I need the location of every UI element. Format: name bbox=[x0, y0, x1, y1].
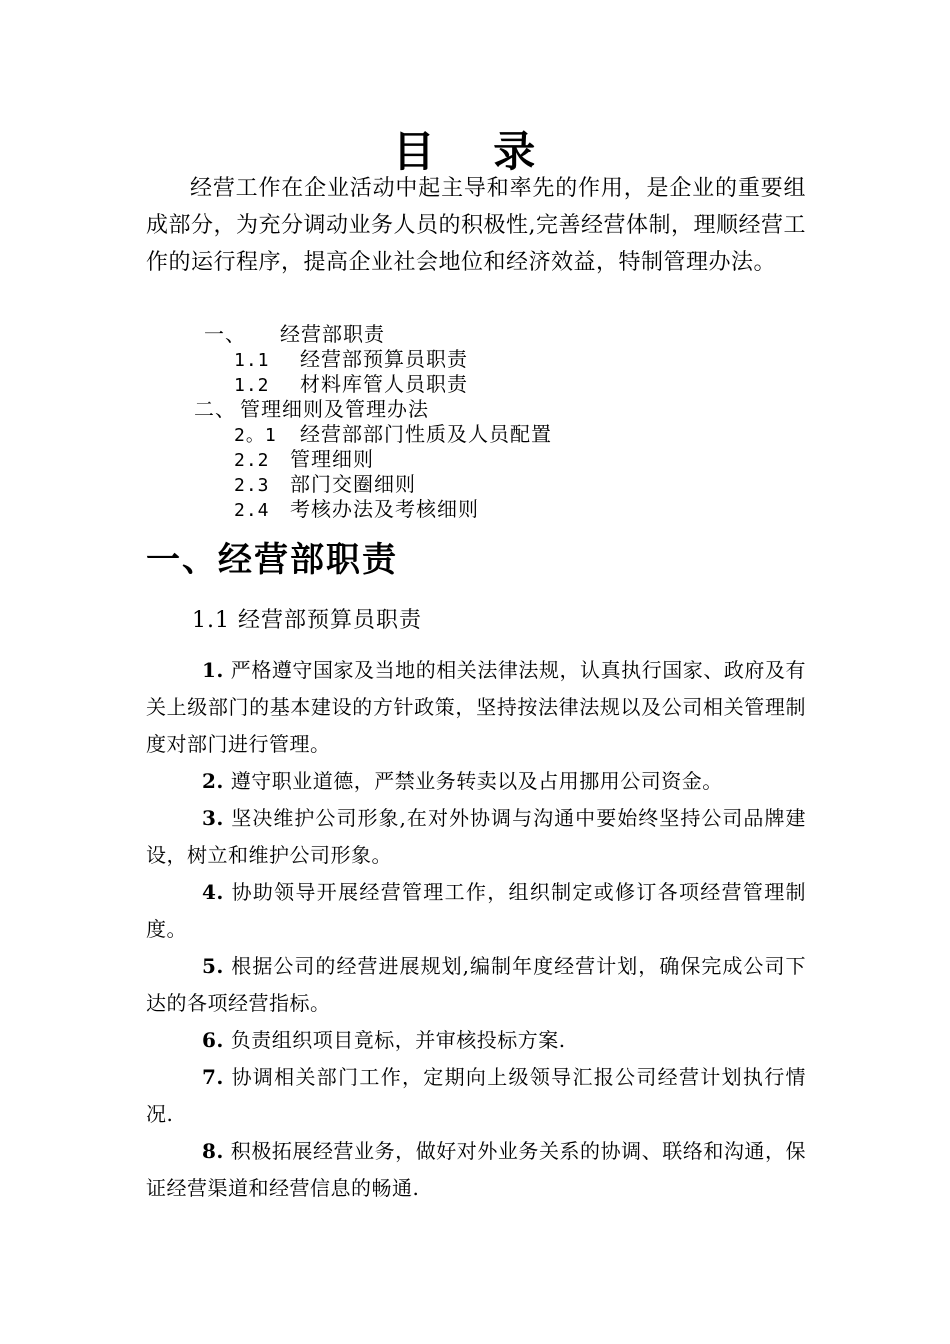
toc-item-number: 2.4 bbox=[234, 500, 270, 521]
duty-item bbox=[146, 800, 806, 874]
toc-item-number: 2。1 bbox=[234, 425, 277, 446]
toc-item-number: 二、 bbox=[194, 397, 236, 421]
toc-item-label: 经营部预算员职责 bbox=[300, 347, 468, 371]
duty-item bbox=[146, 1022, 806, 1059]
toc-item-5[interactable] bbox=[234, 422, 552, 448]
duty-number: 4. bbox=[202, 880, 224, 904]
duty-text: 严格遵守国家及当地的相关法律法规，认真执行国家、政府及有关上级部门的基本建设的方针政策，坚持按法律法规以及公司相关管理制度对部门进行管理。 bbox=[146, 658, 807, 756]
toc-item-6[interactable] bbox=[234, 447, 374, 473]
toc-item-label: 经营部职责 bbox=[280, 322, 385, 346]
toc-item-1[interactable] bbox=[204, 322, 385, 347]
toc-item-label: 经营部部门性质及人员配置 bbox=[300, 422, 552, 446]
toc-item-label: 材料库管人员职责 bbox=[300, 372, 468, 396]
duty-item bbox=[146, 763, 806, 800]
toc-item-3[interactable] bbox=[234, 372, 468, 398]
duty-item bbox=[146, 874, 806, 948]
duty-number: 6. bbox=[202, 1028, 224, 1052]
subsection-heading: 1.1 经营部预算员职责 bbox=[192, 608, 422, 633]
toc-item-7[interactable] bbox=[234, 472, 416, 498]
duty-number: 2. bbox=[202, 769, 224, 793]
toc-item-number: 1.2 bbox=[234, 375, 270, 396]
duty-text: 坚决维护公司形象,在对外协调与沟通中要始终坚持公司品牌建设，树立和维护公司形象。 bbox=[146, 806, 806, 867]
duty-item bbox=[146, 948, 806, 1022]
toc-item-label: 管理细则 bbox=[290, 447, 374, 471]
intro-paragraph: 经营工作在企业活动中起主导和率先的作用，是企业的重要组成部分，为充分调动业务人员的积极性,完善经营体制，理顺经营工作的运行程序，提高企业社会地位和经济效益，特制管理办法。 bbox=[146, 176, 806, 275]
duty-number: 1. bbox=[202, 658, 224, 682]
duty-text: 负责组织项目竟标，并审核投标方案. bbox=[230, 1028, 566, 1052]
toc-item-number: 1.1 bbox=[234, 350, 270, 371]
toc-item-8[interactable] bbox=[234, 497, 479, 523]
duty-text: 协助领导开展经营管理工作，组织制定或修订各项经营管理制度。 bbox=[146, 880, 807, 941]
toc-item-number: 2.2 bbox=[234, 450, 270, 471]
duty-number: 3. bbox=[202, 806, 224, 830]
duty-item bbox=[146, 1133, 806, 1207]
toc-item-number: 2.3 bbox=[234, 475, 270, 496]
duty-text: 积极拓展经营业务，做好对外业务关系的协调、联络和沟通，保证经营渠道和经营信息的畅通. bbox=[146, 1139, 807, 1200]
toc-item-label: 考核办法及考核细则 bbox=[290, 497, 479, 521]
duty-number: 8. bbox=[202, 1139, 224, 1163]
section-heading: 一、经营部职责 bbox=[146, 540, 398, 580]
duty-text: 遵守职业道德，严禁业务转卖以及占用挪用公司资金。 bbox=[230, 769, 723, 793]
duty-number: 5. bbox=[202, 954, 224, 978]
duty-item bbox=[146, 652, 806, 763]
toc-item-2[interactable] bbox=[234, 347, 468, 373]
toc-item-number: 一、 bbox=[204, 322, 246, 346]
document-title: 目 录 bbox=[392, 127, 558, 176]
duty-text: 根据公司的经营进展规划,编制年度经营计划，确保完成公司下达的各项经营指标。 bbox=[146, 954, 806, 1015]
duty-text: 协调相关部门工作，定期向上级领导汇报公司经营计划执行情况. bbox=[146, 1065, 807, 1126]
duty-item bbox=[146, 1059, 806, 1133]
toc-item-4[interactable] bbox=[194, 397, 429, 422]
toc-item-label: 管理细则及管理办法 bbox=[240, 397, 429, 421]
duty-number: 7. bbox=[202, 1065, 224, 1089]
toc-item-label: 部门交圈细则 bbox=[290, 472, 416, 496]
